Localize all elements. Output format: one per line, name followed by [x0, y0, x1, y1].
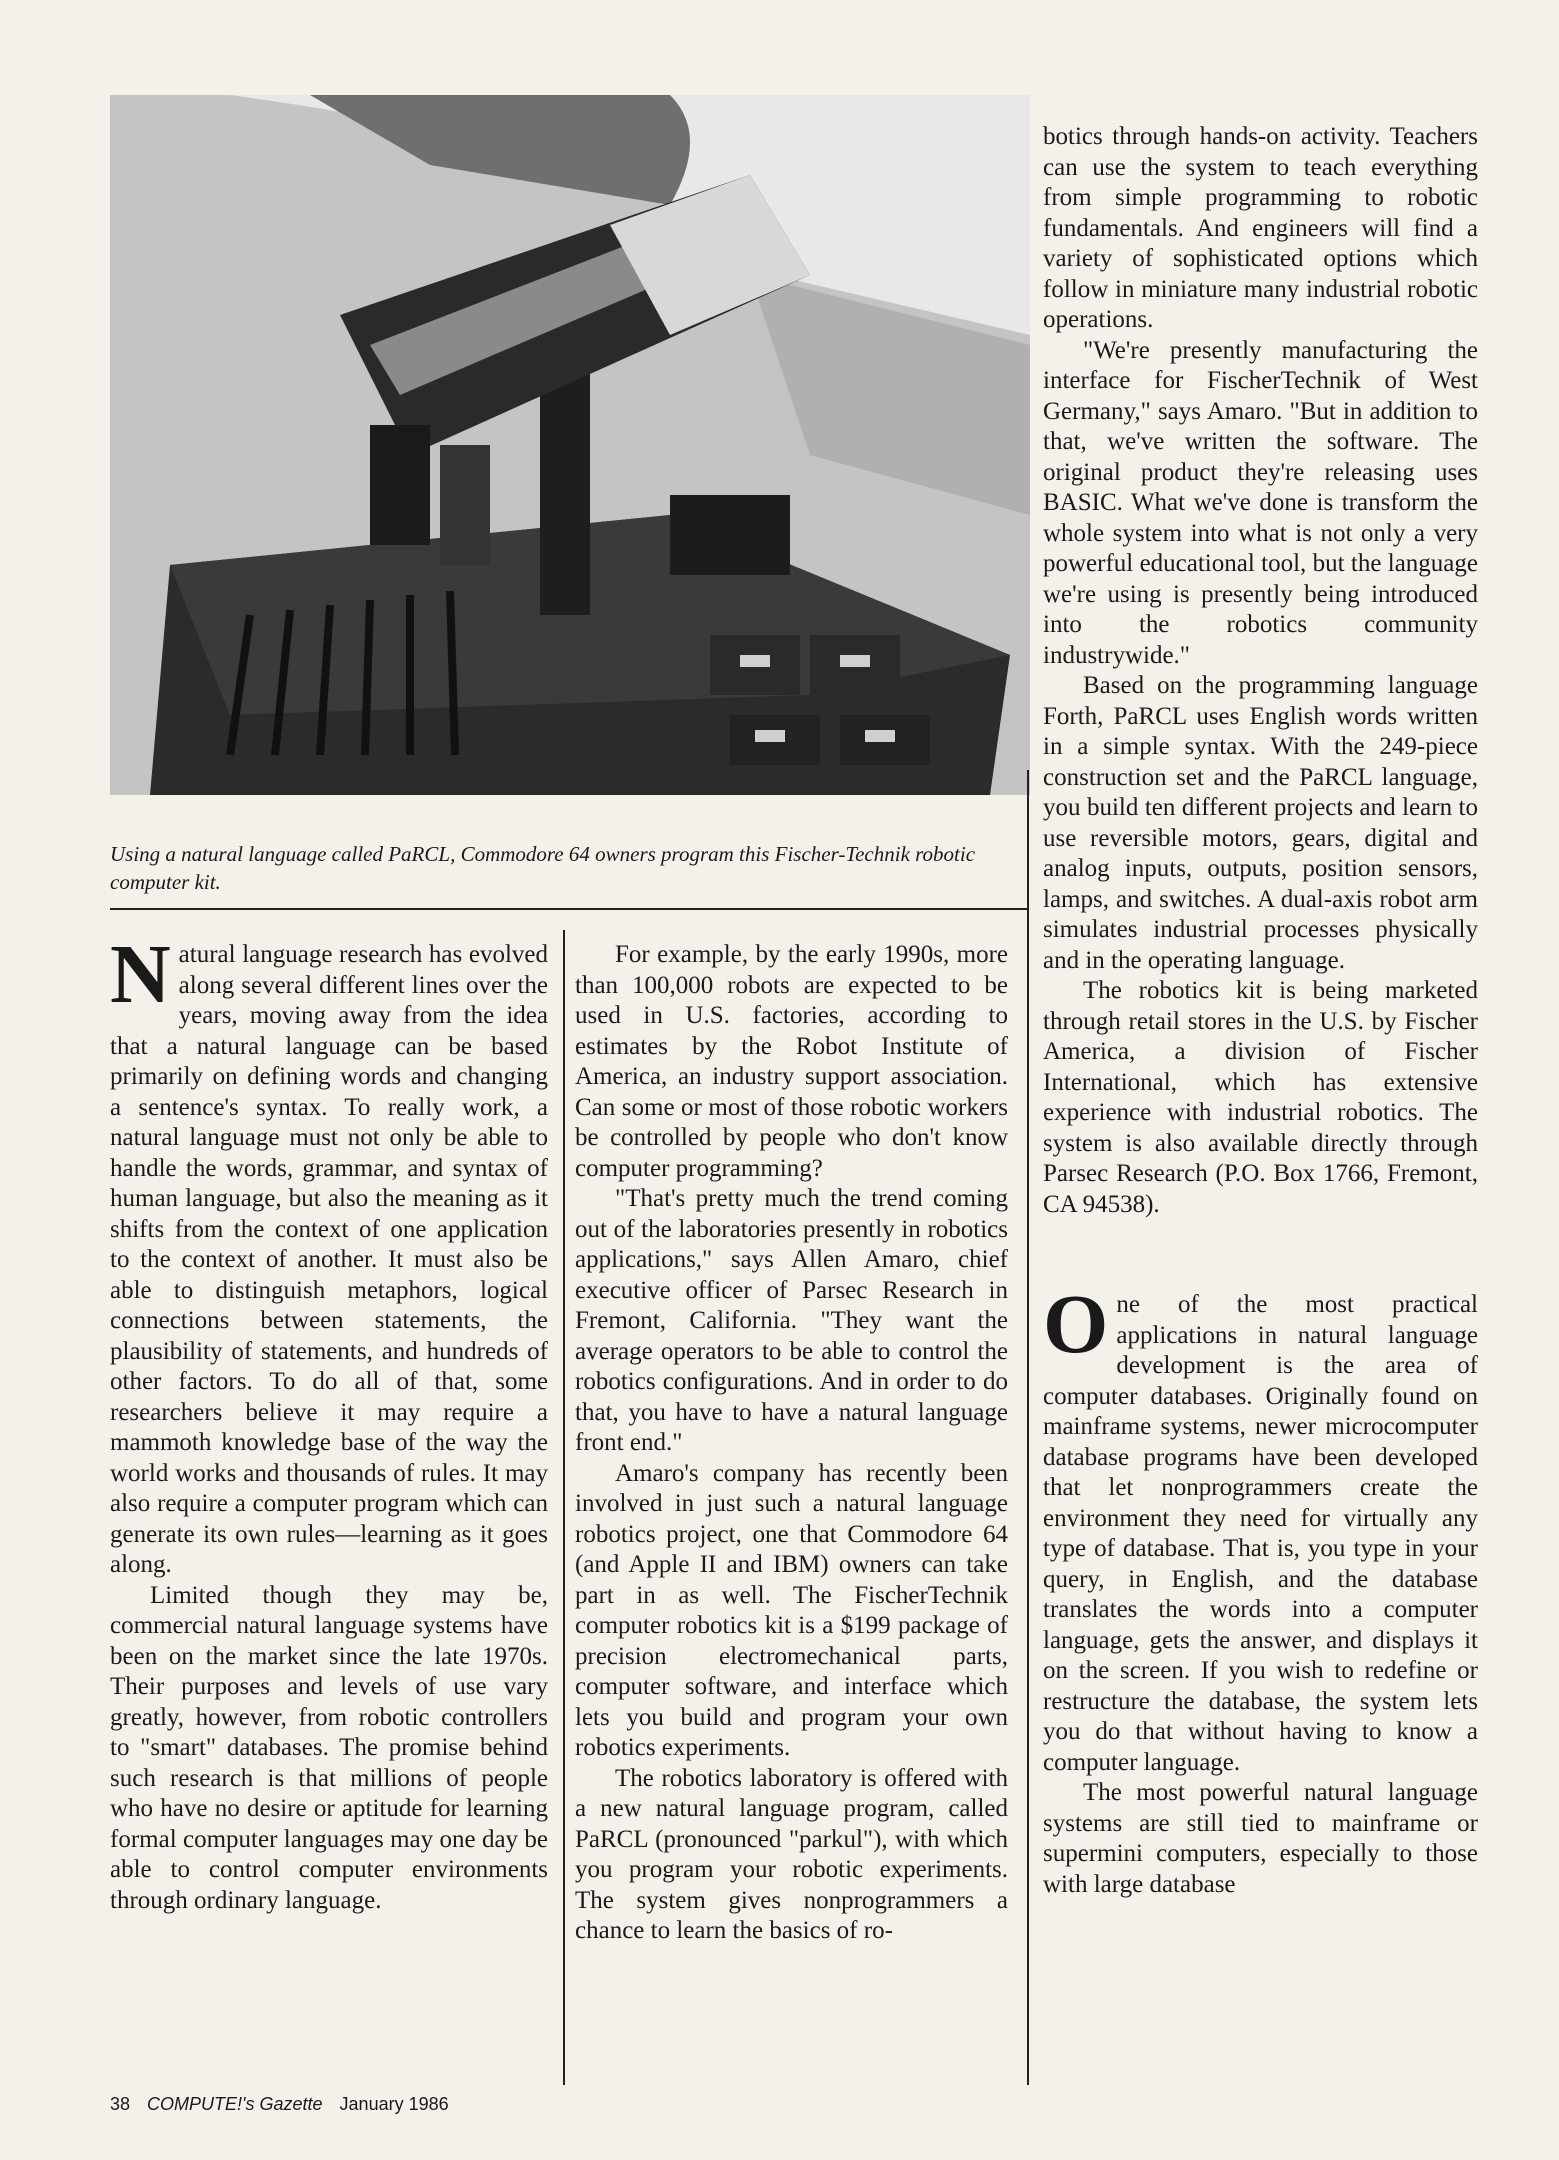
- column3-paragraph-3: Based on the programming language Forth, PaRCL uses English words written in a simple syntax. With the 249-piece construction set and the PaRCL language, you build ten different projects and learn to use reversible motors, gears, digital and analog inputs, outputs, position sensors, lamps, and switches. A dual-axis robot arm simulates industrial processes physically and in the operating language.: [1043, 672, 1478, 974]
- page-footer: [110, 2094, 449, 2115]
- page-number: 38: [110, 2094, 131, 2114]
- issue-date: January 1986: [339, 2094, 449, 2114]
- column2-paragraph-3: Amaro's company has recently been involved in just such a natural language robotics project, one that Commodore 64 (and Apple II and IBM) owners can take part in as well. The FischerTechnik computer robotics kit is a $199 package of precision electromechanical parts, computer software, and interface which lets you build and program your own robotics experiments.: [575, 1459, 1008, 1761]
- column-divider-2: [1027, 770, 1029, 2085]
- photo-caption: Using a natural language called PaRCL, Commodore 64 owners program this Fischer-Technik robotic computer kit.: [110, 842, 976, 894]
- column3-paragraph-6: The most powerful natural language systems are still tied to mainframe or supermini computers, especially to those with large database: [1043, 1779, 1478, 1898]
- column3-paragraph-1: botics through hands-on activity. Teachers can use the system to teach everything from simple programming to robotic fundamentals. And engineers will find a variety of sophisticated options which follow in miniature many industrial robotic operations.: [1043, 123, 1478, 333]
- article-column-3: [1043, 122, 1478, 1900]
- magazine-name: COMPUTE!'s Gazette: [147, 2094, 323, 2114]
- column3-paragraph-4: The robotics kit is being marketed through retail stores in the U.S. by Fischer America, a division of Fischer International, which has extensive experience with industrial robotics. The system is also available directly through Parsec Research (P.O. Box 1766, Fremont, CA 94538).: [1043, 977, 1478, 1218]
- robot-kit-illustration: [110, 95, 1030, 795]
- column3-paragraph-2: "We're presently manufacturing the interface for FischerTechnik of West Germany," says Amaro. "But in addition to that, we've written the software. The original product they're releasing uses BASIC. What we've done is transform the whole system into what is not only a very powerful educational tool, but the language we're using is presently being introduced into the robotics community industrywide.": [1043, 336, 1478, 669]
- column-divider-1: [563, 930, 565, 2085]
- section-gap: [1043, 1220, 1478, 1290]
- caption-divider: [110, 908, 1028, 910]
- column2-paragraph-4: The robotics laboratory is offered with a new natural language program, called PaRCL (pronounced "parkul"), with which you program your robotic experiments. The system gives nonprogrammers a chance to learn the basics of ro-: [575, 1764, 1008, 1944]
- column1-paragraph-1: Natural language research has evolved along several different lines over the years, moving away from the idea that a natural language can be based primarily on defining words and changing a sentence's syntax. To really work, a natural language must not only be able to handle the words, grammar, and syntax of human language, but also the meaning as it shifts from the context of one application to the context of another. It must also be able to distinguish metaphors, logical connections between statements, the plausibility of statements, and hundreds of other factors. To do all of that, some researchers believe it may require a mammoth knowledge base of the way the world works and thousands of rules. It may also require a computer program which can generate its own rules—learning as it goes along.: [110, 928, 548, 1578]
- robot-kit-photo: [110, 95, 1030, 795]
- column1-paragraph-2: Limited though they may be, commercial natural language systems have been on the market since the late 1970s. Their purposes and levels of use vary greatly, however, from robotic controllers to "smart" databases. The promise behind such research is that millions of people who have no desire or aptitude for learning formal computer languages may one day be able to control computer environments through ordinary language.: [110, 1581, 548, 1914]
- column2-paragraph-2: "That's pretty much the trend coming out of the laboratories presently in robotics applications," says Allen Amaro, chief executive officer of Parsec Research in Fremont, California. "They want the average operators to be able to control the robotics configurations. And in order to do that, you have to have a natural language front end.": [575, 1185, 1008, 1456]
- article-column-2: [575, 940, 1008, 1947]
- dropcap-o: O: [1043, 1278, 1109, 1371]
- article-column-1: [110, 928, 548, 1916]
- column3-paragraph-5: One of the most practical applications in natural language development is the area of computer databases. Originally found on mainframe systems, newer microcomputer database programs have been developed that let nonprogrammers create the environment they need for virtually any type of database. That is, you type in your query, in English, and the database translates the words into a computer language, gets the answer, and displays it on the screen. If you wish to redefine or restructure the database, the system lets you do that without having to know a computer language.: [1043, 1278, 1478, 1776]
- column2-paragraph-1: For example, by the early 1990s, more than 100,000 robots are expected to be used in U.S. factories, according to estimates by the Robot Institute of America, an industry support association. Can some or most of those robotic workers be controlled by people who don't know computer programming?: [575, 941, 1008, 1182]
- dropcap-n: N: [110, 928, 171, 1021]
